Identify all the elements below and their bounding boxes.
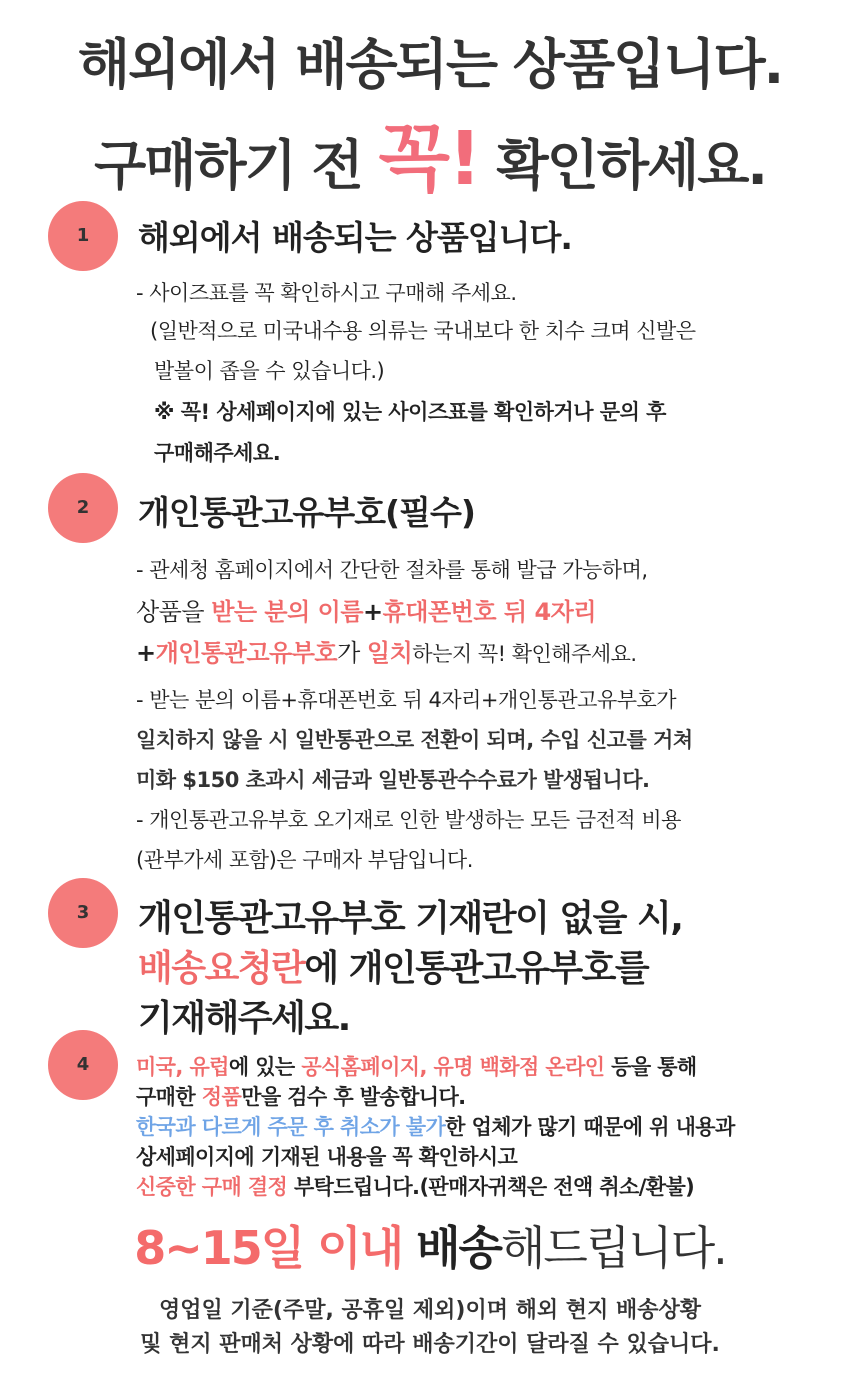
section3-line2-b: 에 개인통관고유부호를 — [304, 948, 649, 989]
section1-title: 해외에서 배송되는 상품입니다. — [138, 218, 572, 257]
section3-line1: 개인통관고유부호 기재란이 없을 시, — [138, 898, 683, 939]
section2-line3 — [136, 633, 637, 668]
section4-line2-c: 만을 검수 후 발송합니다. — [241, 1085, 466, 1109]
headline-emphasis: 꼭! — [378, 116, 480, 202]
shipping-days-text: 8~15일 이내 — [134, 1221, 417, 1275]
section4-line4: 상세페이지에 기재된 내용을 꼭 확인하시고 — [136, 1145, 518, 1169]
no-cancel-text: 한국과 다르게 주문 후 취소가 불가 — [136, 1115, 446, 1139]
plus-sign-2: + — [136, 639, 156, 667]
step-badge-4: 4 — [48, 1030, 118, 1100]
section4-line1-d: 등을 통해 — [604, 1055, 697, 1079]
section4-line5 — [136, 1171, 694, 1201]
headline-line2-start: 구매하기 전 — [94, 134, 379, 197]
step-badge-2: 2 — [48, 473, 118, 543]
section4-line2 — [136, 1081, 466, 1111]
section1-warning-cont: 구매해주세요. — [154, 441, 281, 465]
section2-line2 — [136, 592, 596, 627]
section1-line2: (일반적으로 미국내수용 의류는 국내보다 한 치수 크며 신발은 — [150, 319, 696, 343]
section1-warning: ※ 꼭! 상세페이지에 있는 사이즈표를 확인하거나 문의 후 — [154, 400, 666, 424]
section4-line3 — [136, 1111, 735, 1141]
note-line1: 영업일 기준(주말, 공휴일 제외)이며 해외 현지 배송상황 — [159, 1298, 701, 1323]
section2-line2-a: 상품을 — [136, 598, 212, 626]
section2-line4: - 받는 분의 이름+휴대폰번호 뒤 4자리+개인통관고유부호가 — [136, 688, 677, 712]
section4-line1-b: 에 있는 — [228, 1055, 302, 1079]
section2-line6: 미화 $150 초과시 세금과 일반통관수수료가 발생됩니다. — [136, 768, 650, 792]
careful-purchase-text: 신중한 구매 결정 — [136, 1175, 288, 1199]
delivery-request-field-text: 배송요청란 — [138, 948, 305, 989]
region-text: 미국, 유럽 — [136, 1055, 229, 1079]
step-badge-1: 1 — [48, 201, 118, 271]
section3-line3: 기재해주세요. — [138, 998, 350, 1039]
customs-code-text: 개인통관고유부호 — [155, 639, 338, 667]
section2-line5: 일치하지 않을 시 일반통관으로 전환이 되며, 수입 신고를 거쳐 — [136, 728, 693, 752]
section4-line5-b: 부탁드립니다.(판매자귀책은 전액 취소/환불) — [287, 1175, 695, 1199]
headline-line2-end: 확인하세요. — [479, 134, 766, 197]
phone-digits-text: 휴대폰번호 뒤 4자리 — [382, 598, 597, 626]
section2-line7: - 개인통관고유부호 오기재로 인한 발생하는 모든 금전적 비용 — [136, 808, 681, 832]
shipping-word: 배송 — [416, 1221, 501, 1275]
section4-line3-b: 한 업체가 많기 때문에 위 내용과 — [445, 1115, 735, 1139]
step-badge-3: 3 — [48, 878, 118, 948]
section2-title: 개인통관고유부호(필수) — [138, 493, 475, 532]
headline-line2 — [0, 100, 860, 206]
plus-sign: + — [363, 598, 383, 626]
section2-line3-c: 가 — [337, 639, 367, 667]
shipping-end-text: 해드립니다. — [500, 1221, 726, 1275]
headline-line1: 해외에서 배송되는 상품입니다. — [77, 33, 783, 96]
section2-line8: (관부가세 포함)은 구매자 부담입니다. — [136, 848, 473, 872]
note-line2: 및 현지 판매처 상황에 따라 배송기간이 달라질 수 있습니다. — [140, 1332, 720, 1357]
section2-line1: - 관세청 홈페이지에서 간단한 절차를 통해 발급 가능하며, — [136, 558, 648, 582]
match-text: 일치 — [366, 639, 413, 667]
section3-line2 — [138, 940, 648, 991]
section2-line3-e: 하는지 꼭! 확인해주세요. — [412, 642, 637, 666]
section1-line3: 발볼이 좁을 수 있습니다.) — [154, 359, 385, 383]
shipping-time-banner — [0, 1212, 860, 1278]
section4-line1 — [136, 1051, 697, 1081]
section4-line2-a: 구매한 — [136, 1085, 202, 1109]
receiver-name-text: 받는 분의 이름 — [211, 598, 364, 626]
genuine-text: 정품 — [201, 1085, 242, 1109]
official-shops-text: 공식홈페이지, 유명 백화점 온라인 — [301, 1055, 605, 1079]
section1-line1: - 사이즈표를 꼭 확인하시고 구매해 주세요. — [136, 281, 517, 305]
